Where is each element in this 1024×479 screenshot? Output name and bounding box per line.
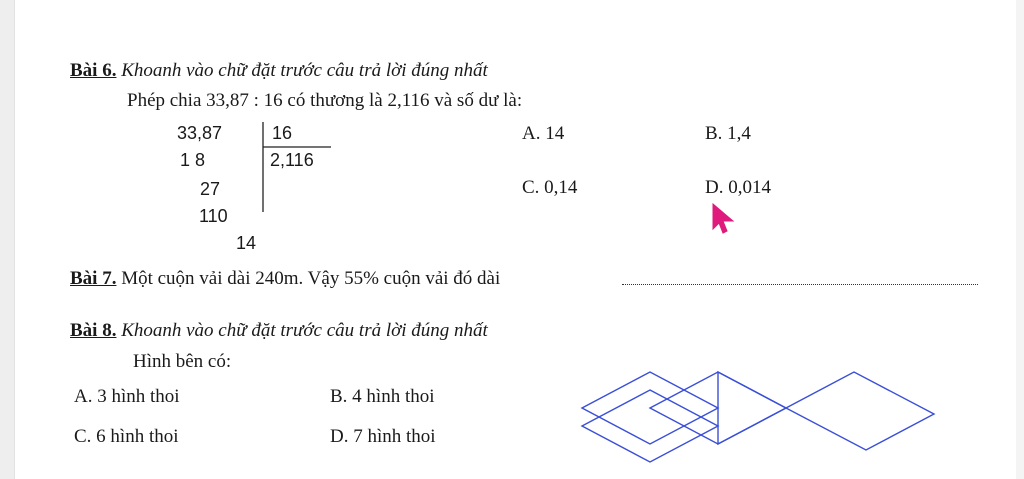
page-margin bbox=[0, 0, 15, 479]
bai8-option-c[interactable]: C. 6 hình thoi bbox=[74, 426, 179, 447]
division-step-2: 27 bbox=[200, 179, 221, 199]
division-bracket bbox=[255, 120, 345, 230]
bai8-label: Bài 8. bbox=[70, 320, 117, 341]
bai7-answer-blank[interactable] bbox=[622, 268, 978, 285]
division-quotient: 2,116 bbox=[270, 150, 314, 170]
mouse-pointer-icon bbox=[710, 203, 738, 235]
bai6-option-b[interactable]: B. 1,4 bbox=[705, 123, 751, 144]
bai6-instruction: Khoanh vào chữ đặt trước câu trả lời đúng nhất bbox=[121, 60, 488, 81]
division-step-1: 1 8 bbox=[180, 150, 206, 170]
cursor-shape bbox=[713, 204, 733, 233]
page-margin-right bbox=[1016, 0, 1024, 479]
bai6-heading bbox=[70, 61, 488, 80]
rhombus-4 bbox=[786, 372, 934, 450]
bai6-option-a[interactable]: A. 14 bbox=[522, 123, 565, 144]
division-dividend: 33,87 bbox=[177, 123, 223, 143]
division-divisor: 16 bbox=[272, 123, 293, 143]
division-step-4: 14 bbox=[236, 233, 257, 253]
division-step-3: 110 bbox=[199, 206, 228, 226]
rhombus-lines bbox=[582, 372, 934, 462]
bai8-instruction: Khoanh vào chữ đặt trước câu trả lời đúng nhất bbox=[121, 320, 488, 341]
bai7-label: Bài 7. bbox=[70, 268, 117, 289]
bai7-line bbox=[70, 269, 500, 288]
bai6-question: Phép chia 33,87 : 16 có thương là 2,116 và số dư là: bbox=[127, 90, 523, 111]
bai6-option-c[interactable]: C. 0,14 bbox=[522, 177, 578, 198]
rhombus-shared-edge bbox=[718, 372, 786, 444]
rhombus-2 bbox=[582, 390, 718, 462]
bai6-option-d[interactable]: D. 0,014 bbox=[705, 177, 771, 198]
bai8-option-b[interactable]: B. 4 hình thoi bbox=[330, 386, 435, 407]
bai8-heading bbox=[70, 321, 488, 340]
bai8-prompt: Hình bên có: bbox=[133, 351, 232, 372]
bai7-text: Một cuộn vải dài 240m. Vậy 55% cuộn vải đó dài bbox=[121, 268, 501, 289]
rhombus-figure bbox=[570, 362, 950, 472]
bai8-option-a[interactable]: A. 3 hình thoi bbox=[74, 386, 180, 407]
bai6-label: Bài 6. bbox=[70, 60, 117, 81]
bai8-option-d[interactable]: D. 7 hình thoi bbox=[330, 426, 436, 447]
